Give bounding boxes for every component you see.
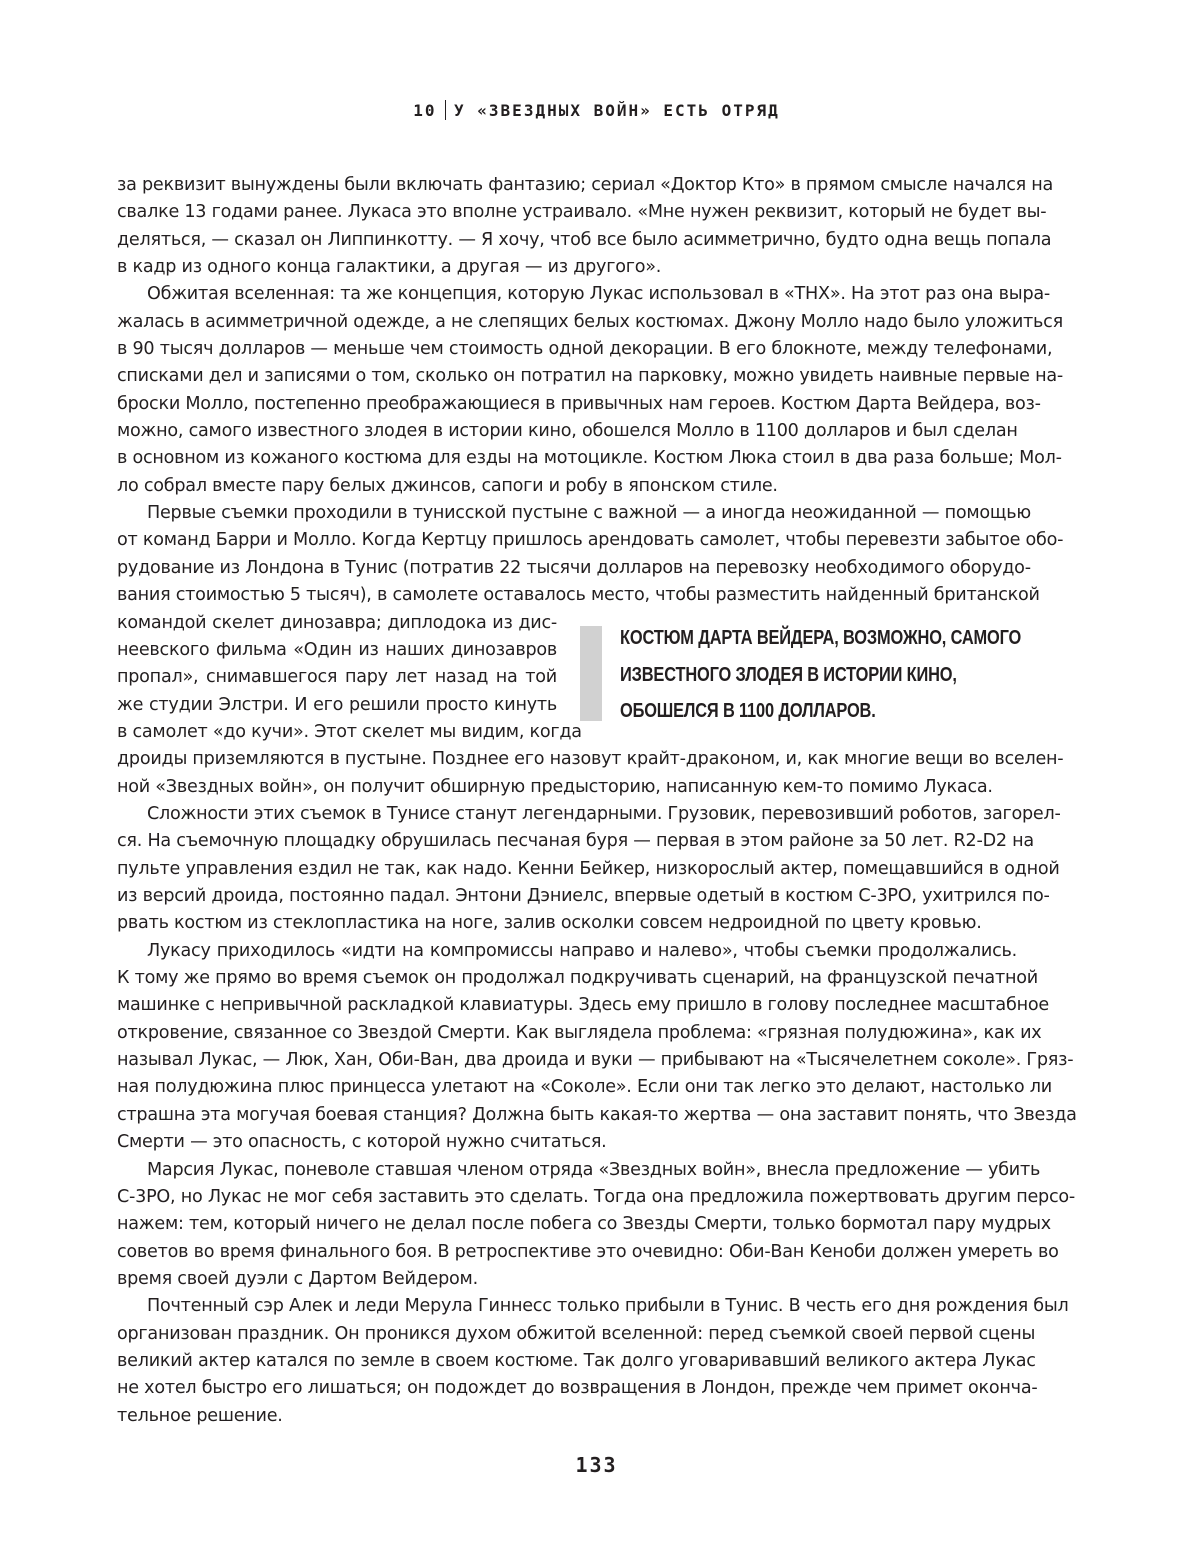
text-line: Смерти — это опасность, с которой нужно считаться. bbox=[117, 1132, 607, 1153]
text-line: в кадр из одного конца галактики, а другая — из другого». bbox=[117, 257, 662, 278]
text-line: же студии Элстри. И его решили просто кинуть bbox=[117, 694, 557, 715]
text-line: из версий дроида, постоянно падал. Энтони Дэниелс, впервые одетый в костюм C-3PO, ухитрился по- bbox=[117, 886, 1050, 907]
running-head bbox=[0, 100, 1193, 120]
text-line: организован праздник. Он проникся духом обжитой вселенной: перед съемкой своей первой сцены bbox=[117, 1323, 1036, 1344]
text-line: нажем: тем, который ничего не делал после побега со Звезды Смерти, только бормотал пару мудрых bbox=[117, 1214, 1051, 1235]
text-line: Марсия Лукас, поневоле ставшая членом отряда «Звездных войн», внесла предложение — убить bbox=[147, 1159, 1041, 1180]
pull-quote bbox=[580, 620, 1030, 720]
text-line: командой скелет динозавра; диплодока из дис- bbox=[117, 612, 557, 633]
text-line: неевского фильма «Один из наших динозавров bbox=[117, 639, 557, 660]
header-divider bbox=[445, 100, 447, 120]
text-line: Почтенный сэр Алек и леди Мерула Гиннесс только прибыли в Тунис. В честь его дня рождения был bbox=[147, 1296, 1069, 1317]
text-line: свалке 13 годами ранее. Лукаса это вполне устраивало. «Мне нужен реквизит, который не будет вы- bbox=[117, 202, 1047, 223]
text-line: великий актер катался по земле в своем костюме. Так долго уговаривавший великого актера Лукас bbox=[117, 1350, 1036, 1371]
pull-quote-text bbox=[620, 620, 1021, 730]
text-line: рудование из Лондона в Тунис (потратив 22 тысячи долларов на перевозку необходимого оборудо- bbox=[117, 557, 1031, 578]
text-line: советов во время финального боя. В ретроспективе это очевидно: Оби-Ван Кеноби должен умереть во bbox=[117, 1241, 1059, 1262]
text-line: Обжитая вселенная: та же концепция, которую Лукас использовал в «THX». На этот раз она выра- bbox=[147, 284, 1050, 305]
text-line: C-3PO, но Лукас не мог себя заставить это сделать. Тогда она предложила пожертвовать другим персо- bbox=[117, 1186, 1075, 1207]
body-text-top bbox=[117, 172, 1064, 610]
pull-quote-bar bbox=[580, 626, 602, 721]
text-line: К тому же прямо во время съемок он продолжал подкручивать сценарий, на французской печатной bbox=[117, 968, 1038, 989]
pull-quote-line: ИЗВЕСТНОГО ЗЛОДЕЯ В ИСТОРИИ КИНО, bbox=[620, 663, 957, 686]
text-line: в самолет «до кучи». Этот скелет мы видим, когда bbox=[117, 721, 582, 742]
body-text-wrapped bbox=[117, 610, 582, 747]
text-line: время своей дуэли с Дартом Вейдером. bbox=[117, 1268, 478, 1289]
chapter-title: У «ЗВЕЗДНЫХ ВОЙН» ЕСТЬ ОТРЯД bbox=[454, 101, 780, 120]
text-line: ной «Звездных войн», он получит обширную предысторию, написанную кем-то помимо Лукаса. bbox=[117, 776, 993, 797]
text-line: в основном из кожаного костюма для езды на мотоцикле. Костюм Люка стоил в два раза больше; Мол- bbox=[117, 448, 1062, 469]
text-line: откровение, связанное со Звездой Смерти. Как выглядела проблема: «грязная полудюжина», как их bbox=[117, 1022, 1042, 1043]
text-line: ная полудюжина плюс принцесса улетают на «Соколе». Если они так легко это делают, настолько ли bbox=[117, 1077, 1052, 1098]
text-line: называл Лукас, — Люк, Хан, Оби-Ван, два дроида и вуки — прибывают на «Тысячелетнем соколе». Гряз- bbox=[117, 1050, 1074, 1071]
pull-quote-line: КОСТЮМ ДАРТА ВЕЙДЕРА, ВОЗМОЖНО, САМОГО bbox=[620, 627, 1022, 649]
page-number: 133 bbox=[575, 1453, 618, 1477]
text-line: вания стоимостью 5 тысяч), в самолете оставалось место, чтобы разместить найденный британской bbox=[117, 585, 1040, 606]
text-line: Лукасу приходилось «идти на компромиссы направо и налево», чтобы съемки продолжались. bbox=[147, 940, 1017, 961]
text-line: броски Молло, постепенно преображающиеся в привычных нам героев. Костюм Дарта Вейдера, воз- bbox=[117, 393, 1041, 414]
pull-quote-line: ОБОШЕЛСЯ В 1100 ДОЛЛАРОВ. bbox=[620, 700, 876, 722]
text-line: от команд Барри и Молло. Когда Кертцу пришлось арендовать самолет, чтобы перевезти забытое обо- bbox=[117, 530, 1064, 551]
text-line: Сложности этих съемок в Тунисе станут легендарными. Грузовик, перевозивший роботов, загорел- bbox=[147, 804, 1061, 825]
text-line: ло собрал вместе пару белых джинсов, сапоги и робу в японском стиле. bbox=[117, 475, 778, 496]
body-text-bottom bbox=[117, 746, 1077, 1430]
text-line: за реквизит вынуждены были включать фантазию; сериал «Доктор Кто» в прямом смысле начался на bbox=[117, 175, 1054, 195]
text-line: списками дел и записями о том, сколько он потратил на парковку, можно увидеть наивные первые на- bbox=[117, 366, 1063, 387]
text-line: машинке с непривычной раскладкой клавиатуры. Здесь ему пришло в голову последнее масштабное bbox=[117, 995, 1049, 1016]
text-line: в 90 тысяч долларов — меньше чем стоимость одной декорации. В его блокноте, между телефонами, bbox=[117, 339, 1053, 360]
text-line: пропал», снимавшегося пару лет назад на той bbox=[117, 667, 557, 688]
text-line: дроиды приземляются в пустыне. Позднее его назовут крайт-драконом, и, как многие вещи во вселен- bbox=[117, 749, 1064, 770]
text-line: жалась в асимметричной одежде, а не слепящих белых костюмах. Джону Молло надо было уложиться bbox=[117, 311, 1063, 332]
chapter-number: 10 bbox=[413, 101, 437, 120]
text-line: ся. На съемочную площадку обрушилась песчаная буря — первая в этом районе за 50 лет. R2-D2 на bbox=[117, 831, 1034, 852]
text-line: страшна эта могучая боевая станция? Должна быть какая-то жертва — она заставит понять, что Звезда bbox=[117, 1104, 1077, 1125]
text-line: пульте управления ездил не так, как надо. Кенни Бейкер, низкорослый актер, помещавшийся в одной bbox=[117, 858, 1060, 879]
text-line: рвать костюм из стеклопластика на ноге, залив осколки совсем недроидной по цвету кровью. bbox=[117, 913, 982, 934]
text-line: тельное решение. bbox=[117, 1405, 283, 1426]
text-line: Первые съемки проходили в тунисской пустыне с важной — а иногда неожиданной — помощью bbox=[147, 503, 1031, 524]
text-line: можно, самого известного злодея в истории кино, обошелся Молло в 1100 долларов и был сделан bbox=[117, 421, 1018, 442]
text-line: не хотел быстро его лишаться; он подождет до возвращения в Лондон, прежде чем примет оконча- bbox=[117, 1378, 1038, 1399]
text-line: деляться, — сказал он Липпинкотту. — Я хочу, чтоб все было асимметрично, будто одна вещь попала bbox=[117, 229, 1052, 250]
